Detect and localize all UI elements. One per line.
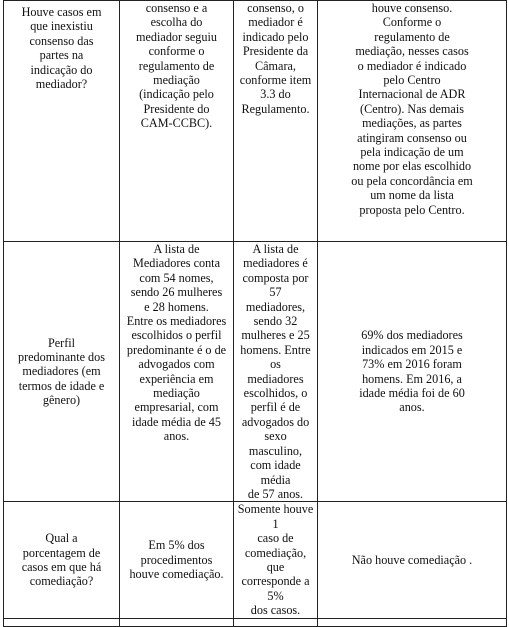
question-cell [4, 1, 120, 242]
question-text: Houve casos em que inexistiu consenso das partes na indicação do mediador? [21, 5, 102, 92]
empty-cell [120, 618, 234, 626]
answer-text: 69% dos mediadores indicados em 2015 e 73% em 2016 foram homens. Em 2016, a idade média foi de 60 anos. [359, 328, 465, 415]
answer-text: Em 5% dos procedimentos houve comediação. [129, 538, 224, 582]
answer-cell-col4 [318, 1, 507, 242]
empty-cell [4, 618, 120, 626]
question-text: Perfil predominante dos mediadores (em termos de idade e gênero) [18, 335, 105, 408]
answer-cell-col2 [120, 1, 234, 242]
answer-cell-col4 [318, 242, 507, 502]
answer-cell-col4 [318, 502, 507, 618]
answer-text: houve consenso. Conforme o regulamento de mediação, nesses casos o mediador é indicado pelo Centro Internacional de ADR (Centro). Nas demais mediações, as partes atingiram consenso ou pela indicação de um nome por elas escolhido ou pela concordância em um nome da lista proposta pelo Centro. [351, 1, 473, 217]
answer-text: consenso, o mediador é indicado pelo Presidente da Câmara, conforme item 3.3 do Regulamento. [239, 1, 312, 116]
answer-text: Somente houve 1 caso de comediação, que corresponde a 5% dos casos. [237, 502, 314, 618]
question-cell [4, 242, 120, 502]
answer-cell-col3 [234, 242, 318, 502]
table-row [4, 502, 507, 618]
comparison-table [3, 0, 507, 627]
table-row-partial [4, 618, 507, 626]
answer-text: A lista de Mediadores conta com 54 nomes, sendo 26 mulheres e 28 homens. Entre os mediadores escolhidos o perfil predominante é o de advogados com experiência em mediação empresarial, com idade média de 45 anos. [126, 242, 227, 444]
question-text: Qual a porcentagem de casos em que há comediação? [21, 531, 102, 589]
answer-cell-col2 [120, 502, 234, 618]
question-cell [4, 502, 120, 618]
empty-cell [318, 618, 507, 626]
answer-cell-col3 [234, 1, 318, 242]
answer-cell-col2 [120, 242, 234, 502]
table-row [4, 1, 507, 242]
empty-cell [234, 618, 318, 626]
answer-text: A lista de mediadores é composta por 57 mediadores, sendo 32 mulheres e 25 homens. Entre os mediadores escolhidos, o perfil é de advogados do sexo masculino, com idade média de 57 anos. [240, 242, 311, 501]
answer-text: Não houve comediação . [351, 552, 473, 567]
answer-cell-col3 [234, 502, 318, 618]
answer-text: consenso e a escolha do mediador seguiu conforme o regulamento de mediação (indicação pelo Presidente do CAM-CCBC). [136, 1, 217, 131]
table-row [4, 242, 507, 502]
